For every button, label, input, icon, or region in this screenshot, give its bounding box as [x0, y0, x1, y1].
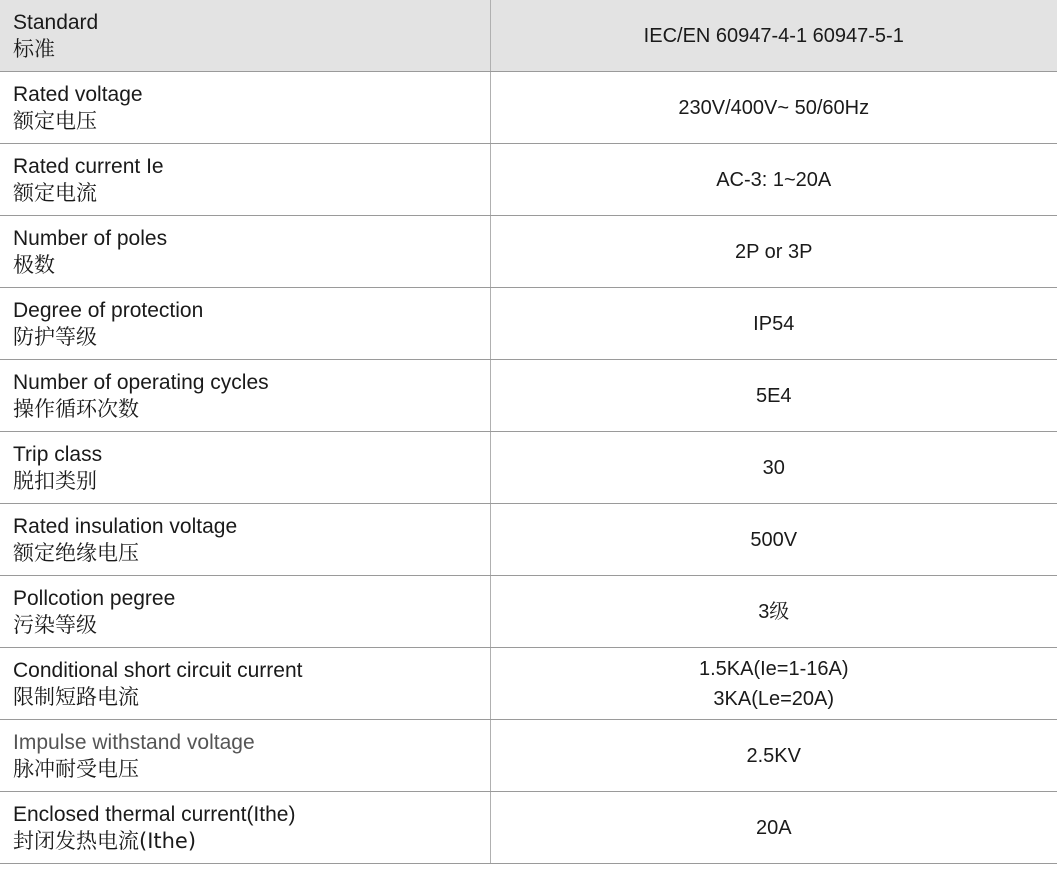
- header-value-cell: [490, 0, 1057, 72]
- row-label-zh: 限制短路电流: [13, 684, 139, 709]
- row-value: AC-3: 1~20A: [716, 168, 832, 191]
- row-value: 230V/400V~ 50/60Hz: [678, 96, 870, 119]
- row-value: 30: [762, 456, 785, 479]
- row-value-cell: [490, 720, 1057, 792]
- row-label-en: Enclosed thermal current(Ithe): [13, 802, 296, 826]
- row-label-en: Rated insulation voltage: [13, 514, 238, 538]
- table-row: [0, 144, 1057, 216]
- row-label-zh: 脉冲耐受电压: [13, 756, 139, 781]
- row-label-zh: 极数: [13, 252, 55, 277]
- header-value: IEC/EN 60947-4-1 60947-5-1: [643, 24, 904, 47]
- header-label-cell: [0, 0, 490, 72]
- row-label-en: Degree of protection: [13, 298, 204, 322]
- table-row: [0, 216, 1057, 288]
- row-value-cell: [490, 504, 1057, 576]
- row-label-cell: [0, 648, 490, 720]
- row-label-cell: [0, 504, 490, 576]
- table-row: [0, 576, 1057, 648]
- row-value: 3级: [758, 600, 790, 623]
- row-value: 1.5KA(Ie=1-16A): [698, 657, 849, 680]
- row-value: 2P or 3P: [735, 240, 813, 263]
- row-label-en: Number of operating cycles: [13, 370, 269, 394]
- row-label-cell: [0, 792, 490, 864]
- row-label-cell: [0, 432, 490, 504]
- row-label-cell: [0, 360, 490, 432]
- row-label-cell: [0, 720, 490, 792]
- row-label-zh: 额定绝缘电压: [13, 540, 139, 565]
- row-label-cell: [0, 288, 490, 360]
- table-row: [0, 72, 1057, 144]
- row-value-cell: [490, 432, 1057, 504]
- row-value-cell: [490, 648, 1057, 720]
- row-value-cell: [490, 216, 1057, 288]
- row-value-secondary: 3KA(Le=20A): [713, 687, 835, 710]
- row-label-en: Conditional short circuit current: [13, 658, 303, 682]
- row-value: 500V: [750, 528, 798, 551]
- row-value-cell: [490, 792, 1057, 864]
- header-label-en: Standard: [13, 10, 99, 34]
- row-value: 2.5KV: [746, 744, 801, 767]
- row-label-cell: [0, 576, 490, 648]
- row-label-zh: 操作循环次数: [13, 396, 139, 421]
- table-row: [0, 504, 1057, 576]
- row-value-cell: [490, 72, 1057, 144]
- row-label-en: Pollcotion pegree: [13, 586, 176, 610]
- row-label-zh: 封闭发热电流(Ithe): [13, 828, 197, 853]
- row-label-cell: [0, 72, 490, 144]
- row-value-cell: [490, 288, 1057, 360]
- table-header-row: [0, 0, 1057, 72]
- row-label-en: Impulse withstand voltage: [13, 730, 255, 754]
- row-label-en: Number of poles: [13, 226, 168, 250]
- row-value: 5E4: [755, 384, 792, 407]
- table-row: [0, 288, 1057, 360]
- table-row: [0, 432, 1057, 504]
- row-label-en: Rated voltage: [13, 82, 143, 106]
- row-value-cell: [490, 144, 1057, 216]
- row-value: 20A: [755, 816, 792, 839]
- row-label-cell: [0, 144, 490, 216]
- row-value-cell: [490, 576, 1057, 648]
- row-label-zh: 污染等级: [13, 612, 97, 637]
- row-label-en: Trip class: [13, 442, 103, 466]
- table-row: [0, 360, 1057, 432]
- row-label-cell: [0, 216, 490, 288]
- row-label-zh: 额定电压: [13, 108, 97, 133]
- row-label-en: Rated current Ie: [13, 154, 164, 178]
- row-label-zh: 额定电流: [13, 180, 97, 205]
- table-row: [0, 792, 1057, 864]
- row-value-cell: [490, 360, 1057, 432]
- header-label-zh: 标准: [13, 36, 55, 61]
- table-row: [0, 720, 1057, 792]
- table-row: [0, 648, 1057, 720]
- row-value: IP54: [753, 312, 795, 335]
- row-label-zh: 脱扣类别: [13, 468, 97, 493]
- row-label-zh: 防护等级: [13, 324, 97, 349]
